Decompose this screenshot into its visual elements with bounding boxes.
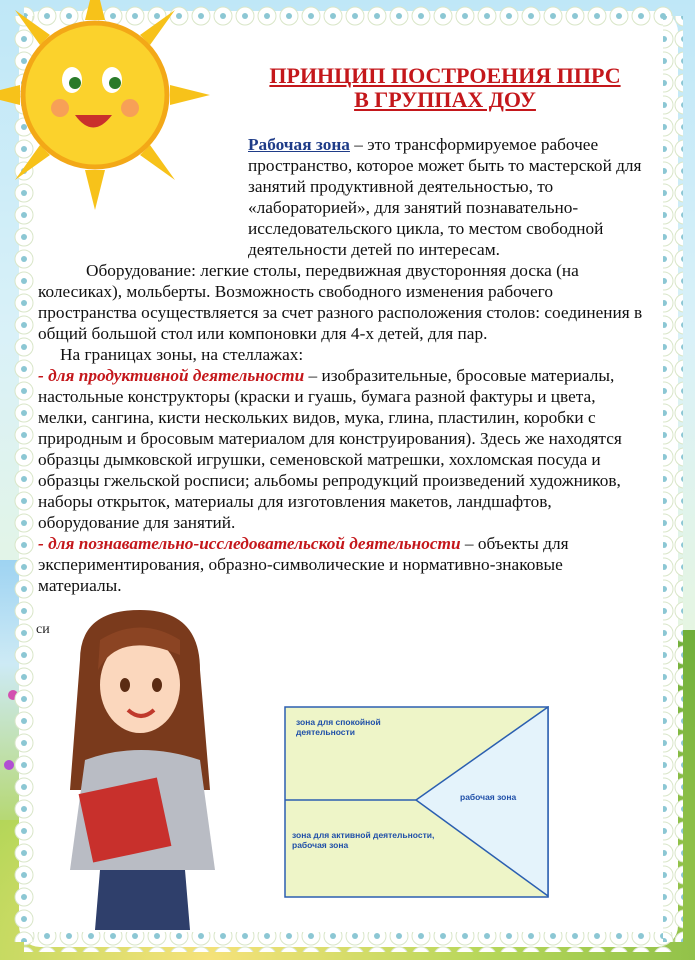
- page-title: [240, 64, 650, 112]
- paragraph-research: [38, 533, 648, 596]
- teacher-illustration: [40, 600, 250, 930]
- paragraph-equipment: Оборудование: легкие столы, передвижная двусторонняя доска (на колесиках), мольберты. Возможность свободного изменения рабочего пространства осуществляется за счет разного расположения столов: соединения в общий большой стол или компоновки для 4-х детей, для пар.: [38, 261, 643, 343]
- title-line-2: В ГРУППАХ ДОУ: [354, 87, 536, 112]
- zone-work-label: рабочая зона: [460, 792, 517, 802]
- zone-calm-label: зона для спокойной деятельности: [296, 717, 381, 737]
- paragraph-work-zone: [38, 134, 648, 260]
- zone-diagram: [284, 706, 549, 898]
- work-zone-definition: – это трансформируемое рабочее пространство, которое может быть то мастерской для занятий продуктивной деятельностью, то «лабораторией», для занятий познавательно-исследовательского цикла, то местом свободной деятельности детей по интересам.: [248, 135, 642, 259]
- zone-active-label: зона для активной деятельности, рабочая зона: [292, 830, 435, 850]
- paragraph-productive: [38, 365, 648, 533]
- document-body: [38, 134, 648, 596]
- productive-heading: - для продуктивной деятельности: [38, 366, 305, 385]
- productive-text: – изобразительные, бросовые материалы, настольные конструкторы (краски и гуашь, бумага разной фактуры и цвета, мелки, сангина, кисти нескольких видов, мука, глина, пластилин, коробки с природным и бросовым материалом для конструирования). Здесь же находятся образцы дымковской игрушки, семеновской матрешки, хохломская посуда и образцы гжельской росписи; альбомы репродукций произведений художников, наборы открыток, материалы для изготовления макетов, ландшафтов, оборудование для занятий.: [38, 366, 622, 532]
- stray-text: си: [36, 622, 50, 637]
- paragraph-borders: На границах зоны, на стеллажах:: [60, 345, 304, 364]
- research-heading: - для познавательно-исследовательской деятельности: [38, 534, 461, 553]
- work-zone-term: Рабочая зона: [248, 135, 350, 154]
- title-line-1: ПРИНЦИП ПОСТРОЕНИЯ ППРС: [269, 63, 621, 88]
- research-text: – объекты для экспериментирования, образно-символические и нормативно-знаковые материалы.: [38, 534, 569, 595]
